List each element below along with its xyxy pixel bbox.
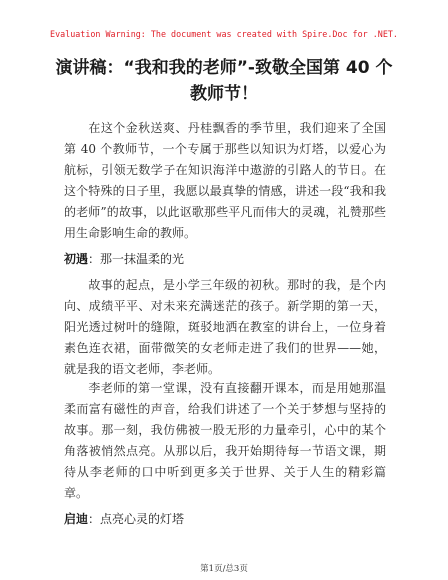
story-paragraph-text: 故事的起点，是小学三年级的初秋。那时的我，是个内向、成绩平平、对未来充满迷茫的孩子。新学期的第一天，阳光透过树叶的缝隙，斑驳地洒在教室的讲台上，一位身着素色连衣裙，面带微笑的女老师走进了我们的世界——她，就是我的语文老师，李老师。 [64,278,386,376]
heading-bold: 初遇 [64,252,89,266]
page-footer: 第1页/总3页 [200,564,248,574]
first-class-paragraph [64,378,386,504]
title-line-1: 演讲稿：“我和我的老师”-致敬全国第 40 个 [55,58,393,78]
section-heading-first-meeting [64,250,386,267]
heading-bold: 启迪 [64,512,89,526]
story-paragraph [64,275,386,380]
heading-rest: ：那一抹温柔的光 [88,252,185,266]
section-heading-inspiration [64,510,386,527]
document-title [40,55,408,107]
first-class-paragraph-text: 李老师的第一堂课，没有直接翻开课本，而是用她那温柔而富有磁性的声音，给我们讲述了一个关于梦想与坚持的故事。那一刻，我仿佛被一股无形的力量牵引，心中的某个角落被悄然点亮。从那以后，我开始期待每一节语文课，期待从李老师的口中听到更多关于世界、关于人生的精彩篇章。 [64,381,386,500]
intro-paragraph-text: 在这个金秋送爽、丹桂飘香的季节里，我们迎来了全国第 40 个教师节，一个专属于那些以知识为灯塔，以爱心为航标，引领无数学子在知识海洋中遨游的引路人的节日。在这个特殊的日子里，我愿以最真挚的情感，讲述一段“我和我的老师”的故事，以此讴歌那些平凡而伟大的灵魂，礼赞那些用生命影响生命的教师。 [64,121,386,240]
intro-paragraph [64,118,386,244]
heading-rest: ：点亮心灵的灯塔 [88,512,185,526]
title-line-2: 教师节！ [190,84,258,104]
evaluation-warning: Evaluation Warning: The document was created with Spire.Doc for .NET. [50,29,398,39]
